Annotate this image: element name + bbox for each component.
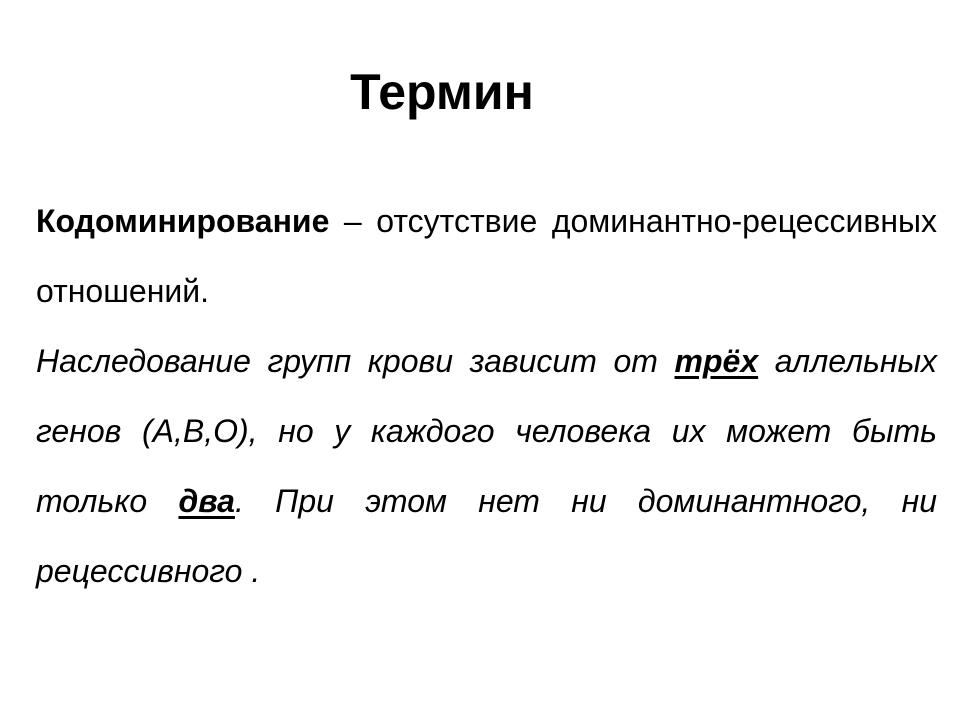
example-emphasis-two: два bbox=[178, 483, 235, 519]
example-emphasis-three: трёх bbox=[674, 343, 759, 379]
slide-title: Термин bbox=[350, 64, 534, 120]
slide-body bbox=[36, 186, 937, 606]
definition-paragraph bbox=[36, 186, 937, 326]
example-text-2: аллельных генов (А,В,О), но у каждого человека их может быть только bbox=[36, 343, 938, 519]
definition-text: – отсутствие доминантно-рецессивных отношений. bbox=[36, 203, 937, 309]
example-paragraph bbox=[36, 326, 937, 606]
example-text-3: . При этом нет ни доминантного, ни рецессивного . bbox=[36, 483, 938, 589]
example-text-1: Наследование групп крови зависит от bbox=[36, 343, 675, 379]
definition-term: Кодоминирование bbox=[36, 203, 330, 239]
